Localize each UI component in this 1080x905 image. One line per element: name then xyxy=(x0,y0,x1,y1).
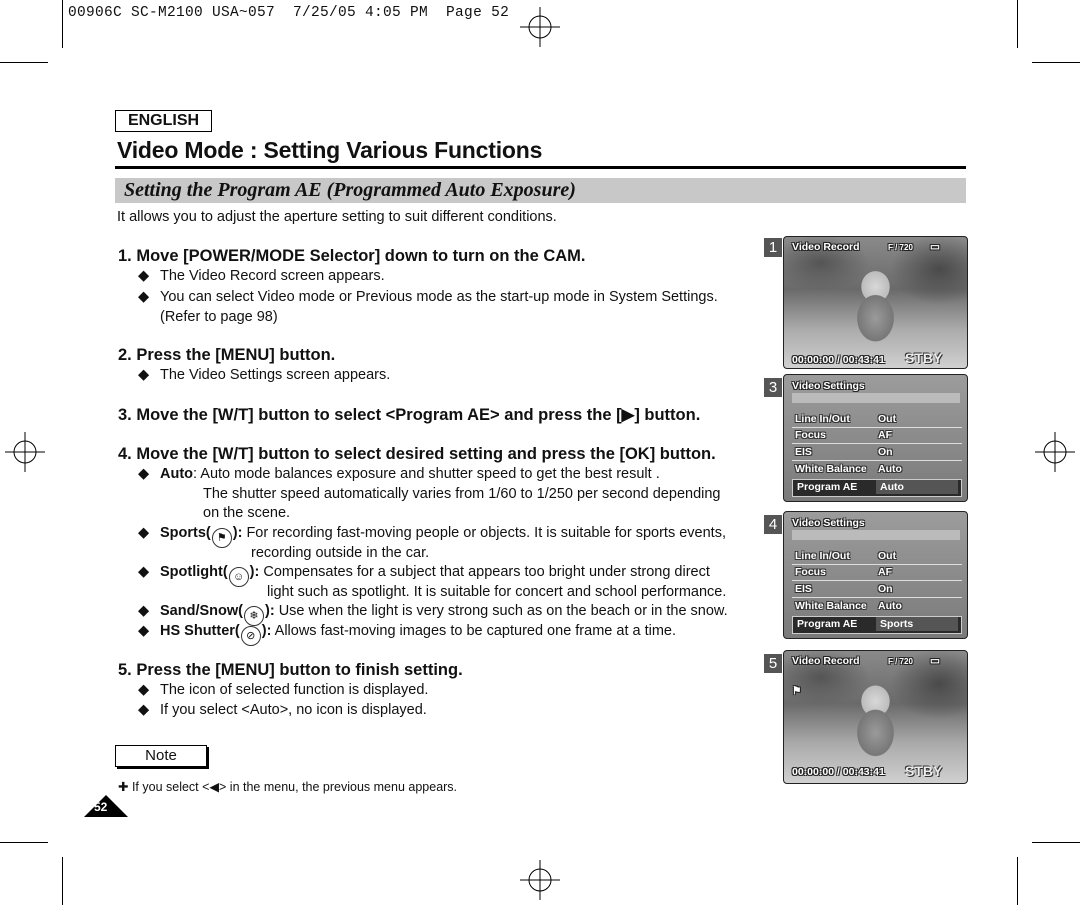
option-hs-shutter: ◆ HS Shutter( ⊘ ): Allows fast-moving images to be captured one frame at a time. xyxy=(138,623,676,646)
crop-mark xyxy=(1017,0,1018,48)
intro-text: It allows you to adjust the aperture setting to suit different conditions. xyxy=(117,209,557,225)
menu-divider xyxy=(792,443,962,444)
hs-shutter-icon: ⊘ xyxy=(241,626,261,646)
menu-value: Sports xyxy=(876,617,958,631)
crop-mark xyxy=(0,62,48,63)
menu-row xyxy=(792,566,962,581)
option-desc: Use when the light is very strong such as on the beach or in the snow. xyxy=(278,603,728,619)
menu-value: On xyxy=(878,446,893,458)
option-desc: on the scene. xyxy=(203,505,291,521)
option-separator: : xyxy=(193,466,201,482)
option-name: Spotlight( xyxy=(160,564,228,580)
option-desc: Auto mode balances exposure and shutter speed to get the best result . xyxy=(200,466,660,482)
snowflake-icon: ❄ xyxy=(244,606,264,626)
screen-badge: 4 xyxy=(764,515,782,534)
registration-mark-icon xyxy=(520,7,560,47)
bullet-continuation: (Refer to page 98) xyxy=(160,309,278,325)
menu-divider xyxy=(792,427,962,428)
menu-divider xyxy=(792,597,962,598)
option-spotlight: ◆ Spotlight( ☺ ): Compensates for a subject that appears too bright under strong direct xyxy=(138,564,710,587)
crop-mark xyxy=(1032,842,1080,843)
screen-badge: 3 xyxy=(764,378,782,397)
menu-row xyxy=(792,413,962,428)
menu-value: Auto xyxy=(878,463,902,475)
step-5: 5. Press the [MENU] button to finish setting. xyxy=(118,661,463,679)
menu-tab-bar xyxy=(792,530,960,540)
option-desc: For recording fast-moving people or objects. It is suitable for sports events, xyxy=(246,525,726,541)
registration-mark-icon xyxy=(1035,432,1075,472)
option-sand-snow: ◆ Sand/Snow( ❄ ): Use when the light is very strong such as on the beach or in the snow. xyxy=(138,603,728,626)
step-3: 3. Move the [W/T] button to select <Program AE> and press the [▶] button. xyxy=(118,406,701,424)
section-title: Setting the Program AE (Programmed Auto Exposure) xyxy=(124,179,576,201)
registration-mark-icon xyxy=(520,860,560,900)
list-item: ◆ The Video Settings screen appears. xyxy=(138,367,391,383)
menu-divider xyxy=(792,460,962,461)
menu-row xyxy=(792,583,962,598)
list-item: ◆ The icon of selected function is displayed. xyxy=(138,682,429,698)
option-close: ): xyxy=(232,525,243,541)
menu-value: Out xyxy=(878,550,897,562)
option-desc: The shutter speed automatically varies from 1/60 to 1/250 per second depending xyxy=(203,486,721,502)
option-name: Sand/Snow( xyxy=(160,603,243,619)
option-desc: recording outside in the car. xyxy=(251,545,430,561)
menu-key: Line In/Out xyxy=(795,550,850,562)
step-1: 1. Move [POWER/MODE Selector] down to turn on the CAM. xyxy=(118,247,586,265)
menu-row-selected xyxy=(792,616,962,634)
menu-value: AF xyxy=(878,429,892,441)
spotlight-icon: ☺ xyxy=(229,567,249,587)
screen-title: Video Record xyxy=(792,655,860,667)
option-name: Auto xyxy=(160,466,194,482)
screen-video-record xyxy=(783,650,968,784)
resolution-label: F / 720 xyxy=(888,657,913,666)
menu-tab-bar xyxy=(792,393,960,403)
language-label: ENGLISH xyxy=(115,110,212,132)
page-number: 52 xyxy=(94,800,108,814)
menu-key: Focus xyxy=(795,566,826,578)
option-close: ): xyxy=(261,623,272,639)
screen-badge: 5 xyxy=(764,654,782,673)
list-item: ◆ You can select Video mode or Previous mode as the start-up mode in System Settings. xyxy=(138,289,718,305)
bullet-text: The Video Settings screen appears. xyxy=(160,367,391,383)
bullet-text: The Video Record screen appears. xyxy=(160,268,385,284)
menu-row xyxy=(792,429,962,444)
menu-row xyxy=(792,463,962,478)
option-auto: ◆ Auto: Auto mode balances exposure and shutter speed to get the best result . xyxy=(138,466,660,482)
crop-mark xyxy=(62,0,63,48)
menu-row xyxy=(792,446,962,461)
crop-mark xyxy=(1017,857,1018,905)
option-close: ): xyxy=(249,564,260,580)
menu-key: White Balance xyxy=(795,600,867,612)
menu-key: White Balance xyxy=(795,463,867,475)
menu-key: Program AE xyxy=(797,481,858,493)
resolution-label: F / 720 xyxy=(888,243,913,252)
menu-value: Auto xyxy=(878,600,902,612)
page-number-tab xyxy=(84,795,128,817)
section-banner xyxy=(115,178,966,203)
crop-mark xyxy=(0,842,48,843)
print-header: 00906C SC-M2100 USA~057 7/25/05 4:05 PM Page 52 xyxy=(68,5,510,21)
menu-value: Out xyxy=(878,413,897,425)
menu-row-selected xyxy=(792,479,962,497)
menu-key: EIS xyxy=(795,446,812,458)
bullet-text: The icon of selected function is displayed. xyxy=(160,682,429,698)
screen-video-record xyxy=(783,236,968,369)
battery-icon: ▭ xyxy=(930,655,940,667)
screen-video-settings xyxy=(783,374,968,502)
status-label: STBY xyxy=(905,763,943,779)
bullet-text: You can select Video mode or Previous mode as the start-up mode in System Settings. xyxy=(160,289,718,305)
option-desc: light such as spotlight. It is suitable for concert and school performance. xyxy=(267,584,727,600)
step-4: 4. Move the [W/T] button to select desired setting and press the [OK] button. xyxy=(118,445,716,463)
step-2: 2. Press the [MENU] button. xyxy=(118,346,336,364)
title-rule xyxy=(115,166,966,169)
page-title: Video Mode : Setting Various Functions xyxy=(117,137,543,163)
option-desc: Allows fast-moving images to be captured one frame at a time. xyxy=(274,623,677,639)
menu-value: Auto xyxy=(876,480,958,494)
registration-mark-icon xyxy=(5,432,45,472)
note-label: Note xyxy=(115,745,207,767)
option-close: ): xyxy=(264,603,275,619)
menu-key: Focus xyxy=(795,429,826,441)
crop-mark xyxy=(1032,62,1080,63)
menu-key: Line In/Out xyxy=(795,413,850,425)
option-name: Sports( xyxy=(160,525,211,541)
menu-key: EIS xyxy=(795,583,812,595)
screen-title: Video Settings xyxy=(792,517,865,529)
menu-value: AF xyxy=(878,566,892,578)
option-desc: Compensates for a subject that appears too bright under strong direct xyxy=(263,564,710,580)
battery-icon: ▭ xyxy=(930,241,940,253)
status-label: STBY xyxy=(905,350,943,366)
menu-divider xyxy=(792,564,962,565)
screen-badge: 1 xyxy=(764,238,782,257)
crop-mark xyxy=(62,857,63,905)
option-name: HS Shutter( xyxy=(160,623,240,639)
list-item: ◆ If you select <Auto>, no icon is displayed. xyxy=(138,702,427,718)
list-item: ◆ The Video Record screen appears. xyxy=(138,268,385,284)
note-text: ✚ If you select <◀> in the menu, the previous menu appears. xyxy=(118,780,458,794)
menu-divider xyxy=(792,580,962,581)
sports-mode-icon: ⚑ xyxy=(792,685,802,697)
bullet-text: If you select <Auto>, no icon is displayed. xyxy=(160,702,427,718)
menu-row xyxy=(792,600,962,615)
screen-title: Video Settings xyxy=(792,380,865,392)
timecode: 00:00:00 / 00:43:41 xyxy=(792,766,885,778)
menu-value: On xyxy=(878,583,893,595)
screen-video-settings xyxy=(783,511,968,639)
timecode: 00:00:00 / 00:43:41 xyxy=(792,354,885,366)
option-sports: ◆ Sports( ⚑ ): For recording fast-moving people or objects. It is suitable for sports events, xyxy=(138,525,726,548)
screen-title: Video Record xyxy=(792,241,860,253)
menu-row xyxy=(792,550,962,565)
menu-key: Program AE xyxy=(797,618,858,630)
sports-icon: ⚑ xyxy=(212,528,232,548)
